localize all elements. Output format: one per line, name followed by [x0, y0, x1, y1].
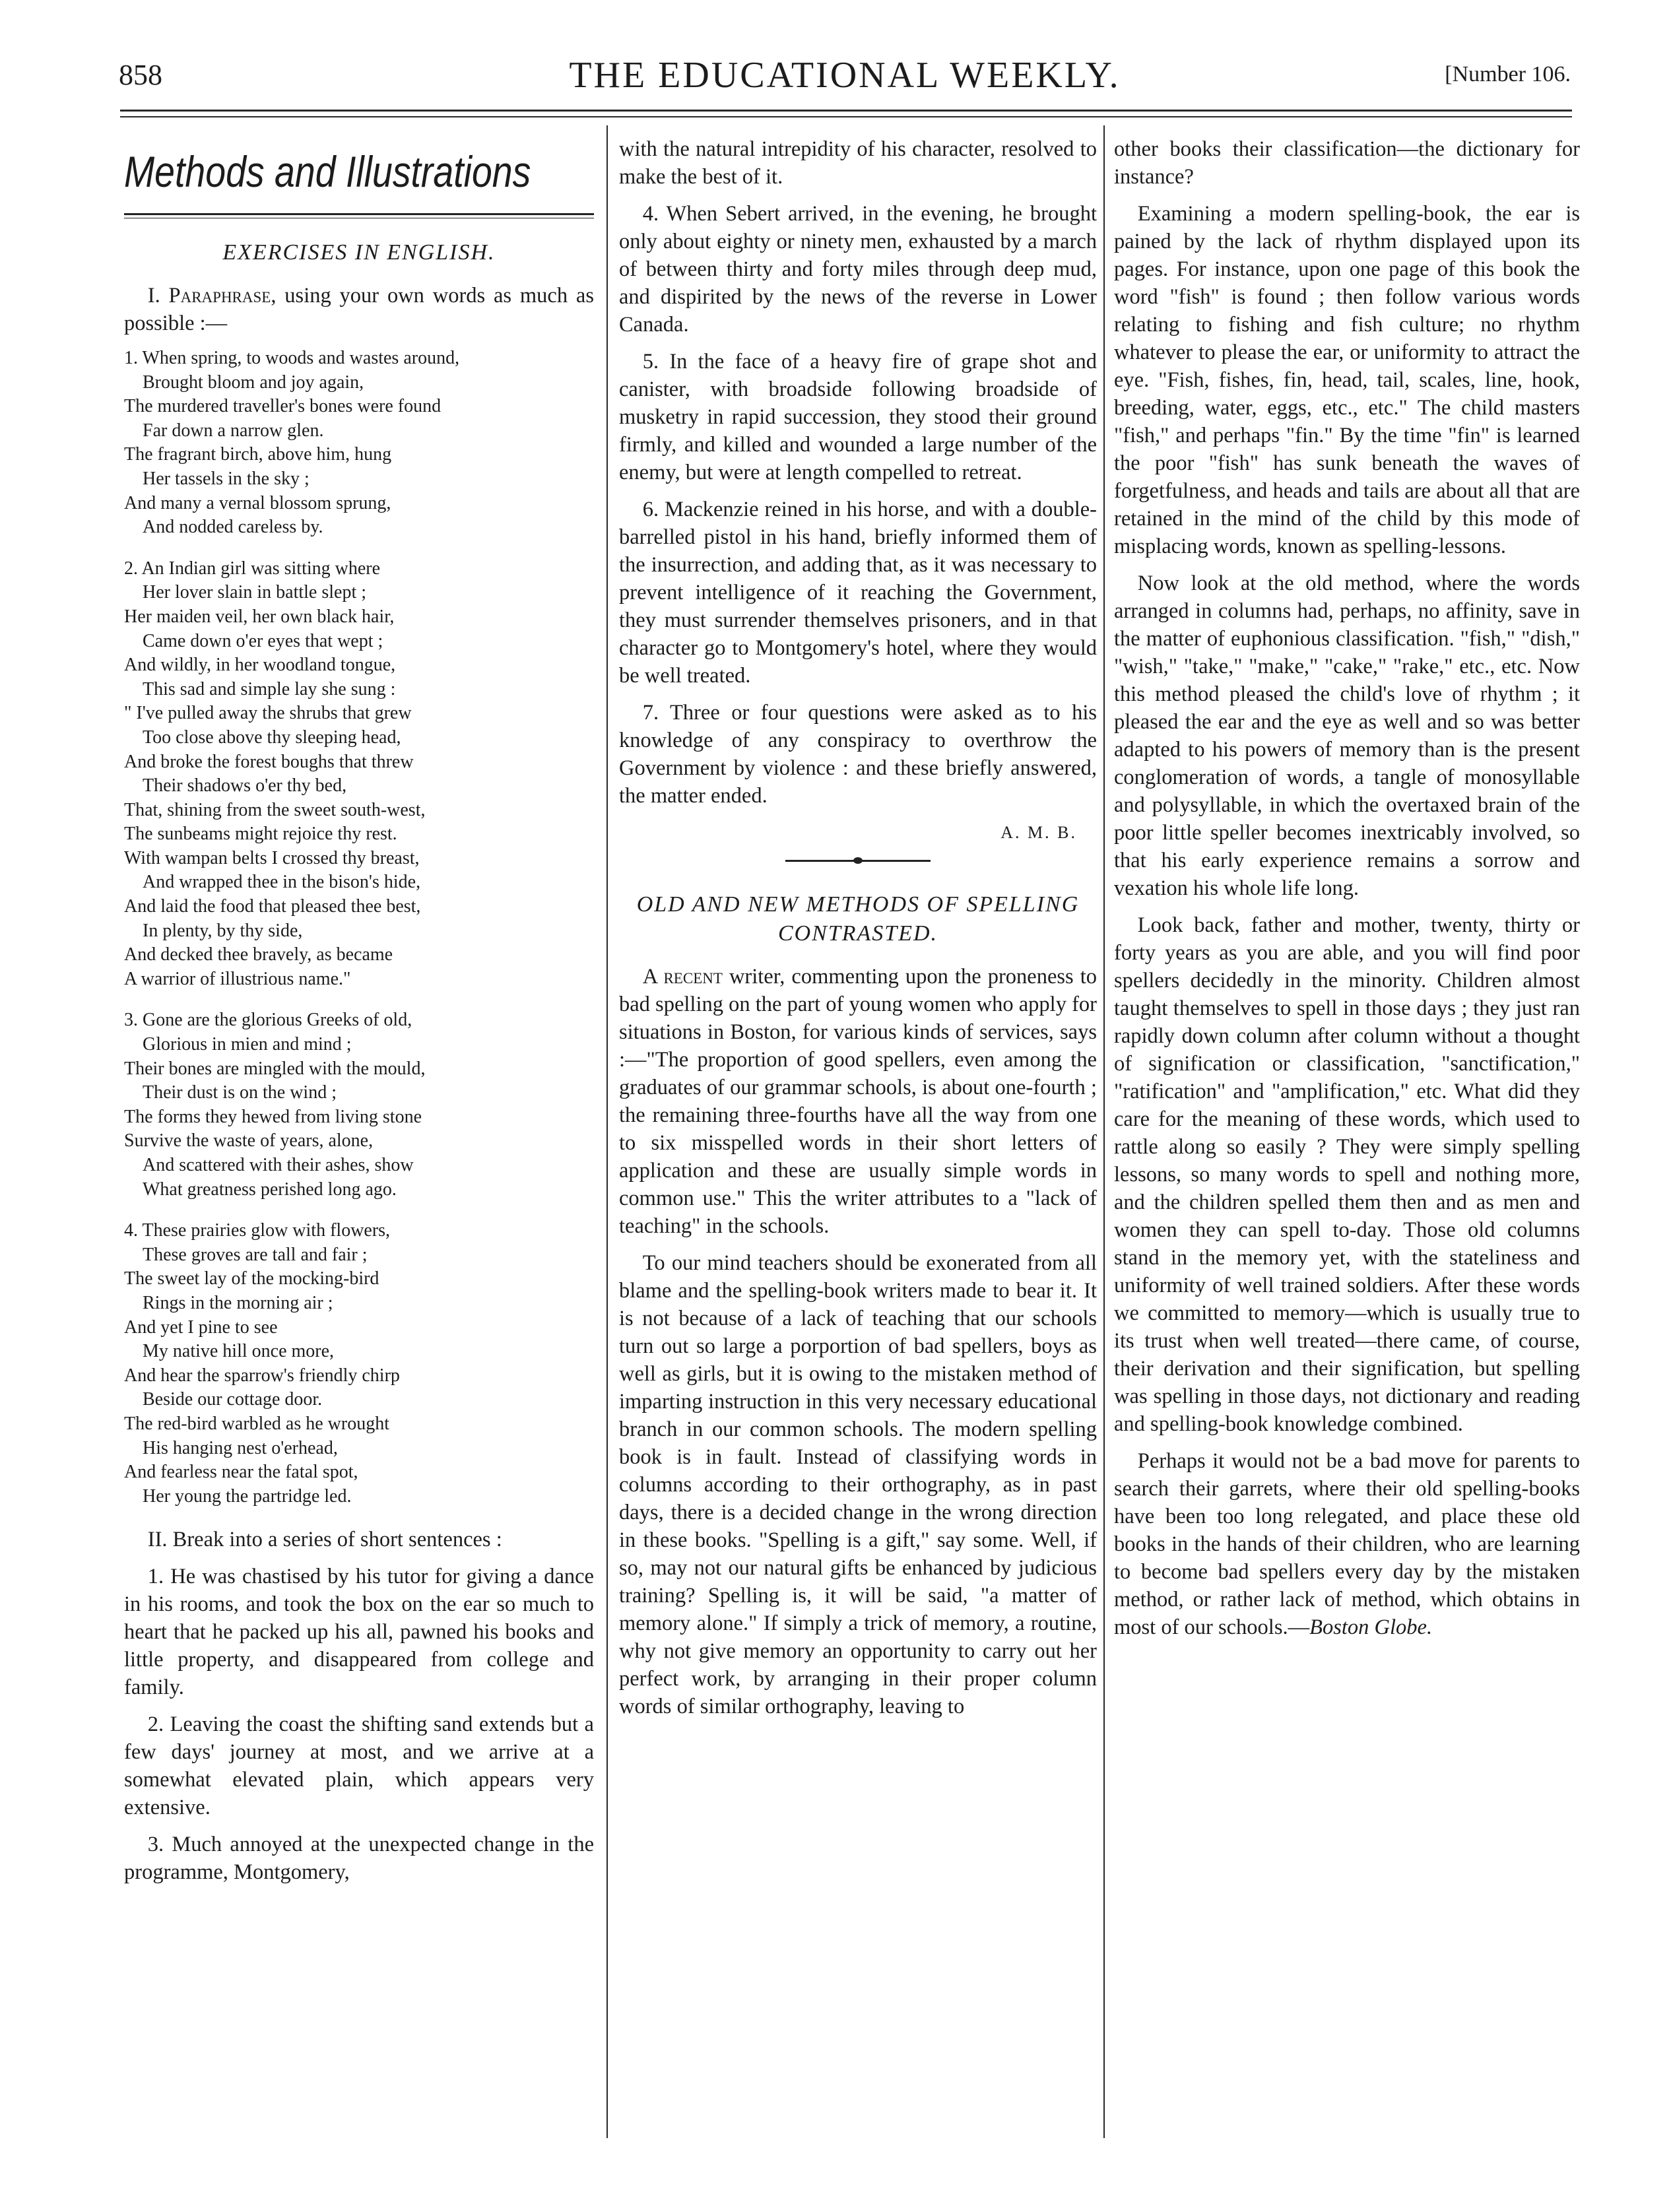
poem-line: Too close above thy sleeping head,	[143, 727, 401, 748]
poem-line: 1. When spring, to woods and wastes around,	[124, 348, 460, 368]
article-source: Boston Globe.	[1309, 1615, 1433, 1639]
poem-4	[124, 1219, 594, 1509]
section-title-rule	[124, 213, 594, 215]
poem-line: With wampan belts I crossed thy breast,	[124, 847, 420, 868]
poem-line: And decked thee bravely, as became	[124, 944, 393, 965]
poem-line: The red-bird warbled as he wrought	[124, 1413, 389, 1434]
poem-line: And wrapped thee in the bison's hide,	[143, 872, 421, 893]
poem-line: Brought bloom and joy again,	[143, 372, 364, 393]
column-1	[124, 135, 594, 1895]
part1-label: I. Paraphrase,	[147, 284, 277, 308]
exercise-sentence-7: 7. Three or four questions were asked as to his knowledge of any conspiracy to overthrow the Government by violence : and these briefly answered, the matter ended.	[619, 701, 1097, 808]
paragraph-continued: other books their classification—the dictionary for instance?	[1114, 137, 1580, 189]
poem-line: And many a vernal blossom sprung,	[124, 492, 391, 513]
ornament-dot	[853, 857, 863, 864]
page-header	[119, 55, 1571, 104]
article-paragraph: Now look at the old method, where the words arranged in columns had, perhaps, no affinity, save in the matter of euphonious classification. "fish," "dish," "wish," "take," "make," "cake," "rake," etc., etc. Now this method pleased the child's love of rhythm ; it pleased the ear and the eye as well and so was better adapted to his powers of memory than is the present conglomeration of words, a tangle of monosyllable and polysyllable, in which the overtaxed brain of the poor little speller becomes inextricably involved, so that his early experience remains a sorrow and vexation his whole life long.	[1114, 571, 1580, 900]
poem-3	[124, 1008, 594, 1202]
article-paragraph: Look back, father and mother, twenty, thirty or forty years as you are able, and you will find poor spellers decidedly in the minority. Children almost taught themselves to spell in those days ; they just ran rapidly down column after column without a thought of signification or classification, "sanctification," "ratification" and "amplification," etc. What did they care for the meaning of these words, which used to rattle along so easily ? They were simply spelling lessons, so many words to spell and nothing more, and the children spelled them then and as men and women they can spell to-day. Those old columns stand in the memory yet, with the stateliness and uniformity of well trained soldiers. After these words we committed to memory—which is usually true to its trust when well treated—there came, of course, their derivation and their signification, but spelling was spelling in those days, not dictionary and reading and spelling-book knowledge combined.	[1114, 913, 1580, 1436]
exercise-sentence-6: 6. Mackenzie reined in his horse, and with a double-barrelled pistol in his hand, briefly informed them of the insurrection, and adding that, as it was necessary to prevent intelligence of it reaching the Government, they must surrender themselves prisoners, and in that character go to Montgomery's hotel, where they would be well treated.	[619, 498, 1097, 688]
poem-line: That, shining from the sweet south-west,	[124, 799, 426, 820]
article-paragraph-text: Perhaps it would not be a bad move for parents to search their garrets, where their old spelling-books have been too long relegated, and place these old books in the hands of their children, who are learning to become bad spellers every day by the mistaken method, or rather lack of method, which obtains in most of our schools.—	[1114, 1449, 1580, 1639]
article-paragraph: Examining a modern spelling-book, the ear is pained by the lack of rhythm displayed upon its pages. For instance, upon one page of this book the word "fish" is found ; then follow various words relating to fishing and fish culture; no rhythm whatever to please the ear, or uniformity to attract the eye. "Fish, fishes, fin, head, tail, scales, line, hook, breeding, water, eggs, etc., etc." The child masters "fish," and perhaps "fin." By the time "fin" is learned the poor "fish" has sunk beneath the waves of forgetfulness, and heads and tails are about all that are retained in the mind of the child by this mode of misplacing words, known as spelling-lessons.	[1114, 202, 1580, 558]
poem-line: And yet I pine to see	[124, 1317, 278, 1338]
poem-line: Glorious in mien and mind ;	[143, 1034, 352, 1055]
exercise-sentence-4: 4. When Sebert arrived, in the evening, he brought only about eighty or ninety men, exhausted by a march of between thirty and forty miles through deep mud, and dispirited by the news of the reverse in Lower Canada.	[619, 202, 1097, 337]
column-3	[1114, 135, 1580, 1650]
poem-line: " I've pulled away the shrubs that grew	[124, 703, 412, 724]
poem-line: Their shadows o'er thy bed,	[143, 775, 347, 797]
article-paragraph-text: writer, commenting upon the proneness to bad spelling on the part of young women who apply for situations in Boston, for various kinds of services, says :—"The proportion of good spellers, even among the graduates of our grammar schools, is about one-fourth ; the remaining three-fourths have all the way from one to six misspelled words in their short letters of application and these are usually simple words in common use." This the writer attributes to a "lack of teaching" in the schools.	[619, 965, 1097, 1238]
poem-line: Her maiden veil, her own black hair,	[124, 606, 395, 627]
section-title: Methods and Illustrations	[124, 147, 531, 196]
poem-line: A warrior of illustrious name."	[124, 968, 351, 989]
poem-line: 3. Gone are the glorious Greeks of old,	[124, 1010, 412, 1031]
poem-line: Beside our cottage door.	[143, 1389, 323, 1410]
poem-line: Her tassels in the sky ;	[143, 468, 310, 489]
column-divider-right	[1103, 125, 1105, 2138]
poem-line: The fragrant birch, above him, hung	[124, 444, 392, 465]
poem-line: Their bones are mingled with the mould,	[124, 1058, 426, 1079]
poem-line: Her young the partridge led.	[143, 1485, 352, 1507]
page-number: 858	[119, 59, 162, 91]
poem-line: And broke the forest boughs that threw	[124, 751, 414, 772]
poem-line: The murdered traveller's bones were found	[124, 396, 442, 417]
column-2	[619, 135, 1097, 1730]
article-paragraph	[619, 963, 1097, 1240]
poem-line: The forms they hewed from living stone	[124, 1106, 422, 1127]
article-paragraph	[1114, 1447, 1580, 1641]
part1-text: using your own words as much as possible :—	[124, 284, 595, 335]
poem-2	[124, 557, 594, 992]
poem-line: 2. An Indian girl was sitting where	[124, 558, 381, 579]
poem-line: 4. These prairies glow with flowers,	[124, 1220, 391, 1241]
poem-line: Rings in the morning air ;	[143, 1292, 333, 1313]
paragraph-continued: with the natural intrepidity of his character, resolved to make the best of it.	[619, 137, 1097, 189]
poem-line: Far down a narrow glen.	[143, 420, 324, 441]
column-divider-left	[606, 125, 608, 2138]
exercise-sentence-3: 3. Much annoyed at the unexpected change in the programme, Montgomery,	[124, 1833, 594, 1885]
header-rule-bottom	[120, 116, 1572, 117]
article-heading: OLD AND NEW METHODS OF SPELLING CONTRASTED.	[636, 892, 1080, 946]
exercise-sentence-1: 1. He was chastised by his tutor for giving a dance in his rooms, and took the box on the ear so much to heart that he packed up his all, pawned his books and little property, and disappeared from college and family.	[124, 1565, 594, 1700]
part1-instruction	[124, 282, 594, 337]
poem-line: And scattered with their ashes, show	[143, 1155, 414, 1175]
header-rule-top	[120, 110, 1572, 112]
author-signature: A. M. B.	[1000, 823, 1077, 842]
journal-title: THE EDUCATIONAL WEEKLY.	[569, 55, 1121, 96]
exercise-sentence-5: 5. In the face of a heavy fire of grape shot and canister, with broadside following broadside of musketry in rapid succession, they stood their ground firmly, and killed and wounded a large number of the enemy, but were at length compelled to retreat.	[619, 350, 1097, 484]
poem-line: And fearless near the fatal spot,	[124, 1462, 358, 1483]
poem-line: Her lover slain in battle slept ;	[143, 582, 367, 603]
article-paragraph: To our mind teachers should be exonerated from all blame and the spelling-book writers made to bear it. It is not because of a lack of teaching that our schools turn out so large a porportion of bad spellers, boys as well as girls, but it is owing to the mistaken method of imparting instruction in this very necessary educational branch in our common schools. The modern spelling book is in fault. Instead of classifying words in columns according to their orthography, as in past days, there is a decided change in the wrong direction in these books. "Spelling is a gift," say some. Well, if so, may not our natural gifts be enhanced by judicious training? Spelling is, it will be said, "a matter of memory alone." If simply a trick of memory, a routine, why not give memory an opportunity to carry out her perfect work, by arranging in their proper column words of similar orthography, leaving to	[619, 1251, 1097, 1718]
issue-number: [Number 106.	[1445, 62, 1571, 86]
ornamental-rule	[785, 857, 931, 864]
poem-line: The sweet lay of the mocking-bird	[124, 1268, 379, 1289]
poem-line: My native hill once more,	[143, 1341, 335, 1362]
poem-line: What greatness perished long ago.	[143, 1179, 397, 1200]
poem-line: These groves are tall and fair ;	[143, 1244, 368, 1265]
poem-line: The sunbeams might rejoice thy rest.	[124, 824, 397, 845]
poem-1	[124, 346, 594, 540]
poem-line: His hanging nest o'erhead,	[143, 1437, 338, 1458]
exercises-heading: EXERCISES IN ENGLISH.	[222, 240, 496, 265]
poem-line: And wildly, in her woodland tongue,	[124, 655, 396, 676]
poem-line: In plenty, by thy side,	[143, 920, 303, 941]
poem-line: And laid the food that pleased thee best,	[124, 896, 421, 917]
poem-line: This sad and simple lay she sung :	[143, 678, 396, 699]
poem-line: Came down o'er eyes that wept ;	[143, 630, 383, 651]
poem-line: Their dust is on the wind ;	[143, 1082, 337, 1103]
poem-line: Survive the waste of years, alone,	[124, 1130, 374, 1152]
exercise-sentence-2: 2. Leaving the coast the shifting sand extends but a few days' journey at most, and we arrive at a somewhat elevated plain, which appears very extensive.	[124, 1712, 594, 1820]
poem-line: And hear the sparrow's friendly chirp	[124, 1365, 400, 1386]
drop-lead: A recent	[642, 965, 723, 989]
poem-line: And nodded careless by.	[143, 517, 323, 538]
part2-instruction: II. Break into a series of short sentences :	[147, 1528, 502, 1552]
